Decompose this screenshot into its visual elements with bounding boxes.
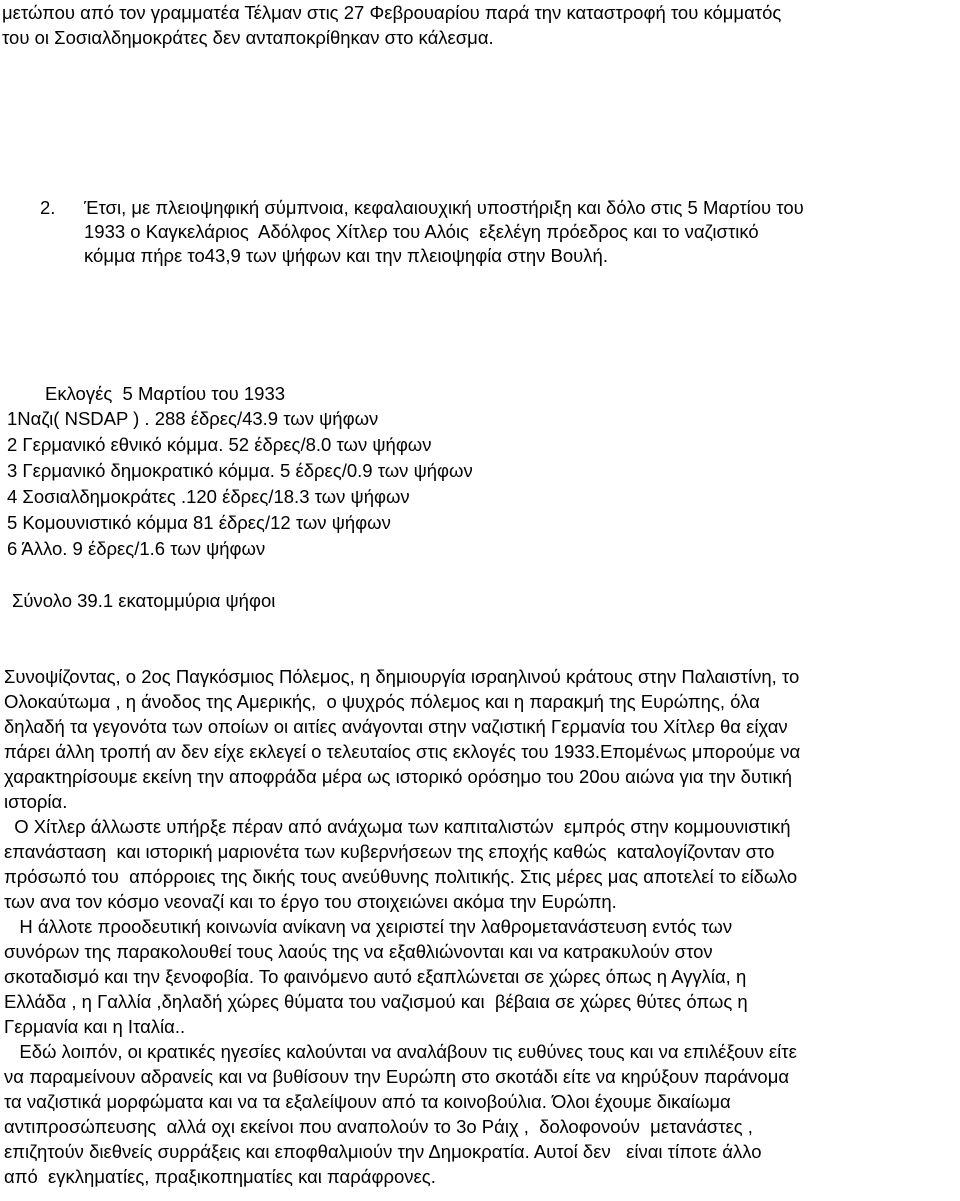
- election-result-row: 1Ναζι( NSDAP ) . 288 έδρες/43.9 των ψήφων: [7, 408, 379, 429]
- conclusion-line: πάρει άλλη τροπή αν δεν είχε εκλεγεί ο τελευταίος στις εκλογές του 1933.Επομένως μπορούμε να: [4, 741, 801, 762]
- conclusion-line: συνόρων της παρακολουθεί τους λαούς της να εξαθλιώνονται και να κατρακυλούν στον: [4, 941, 713, 962]
- conclusion-line: από εγκληματίες, πραξικοπηματίες και παράφρονες.: [4, 1166, 436, 1187]
- election-result-row: 4 Σοσιαλδημοκράτες .120 έδρες/18.3 των ψήφων: [7, 486, 410, 507]
- conclusion-line: Συνοψίζοντας, ο 2ος Παγκόσμιος Πόλεμος, η δημιουργία ισραηλινού κράτους στην Παλαιστίνη, το: [4, 666, 800, 687]
- conclusion-line: δηλαδή τα γεγονότα των οποίων οι αιτίες ανάγονται στην ναζιστική Γερμανία του Χίτλερ θα είχαν: [4, 716, 788, 737]
- conclusion-line: σκοταδισμό και την ξενοφοβία. Το φαινόμενο αυτό εξαπλώνεται σε χώρες όπως η Αγγλία, η: [4, 966, 747, 987]
- point-line: Έτσι, με πλειοψηφική σύμπνοια, κεφαλαιουχική υποστήριξη και δόλο στις 5 Μαρτίου του: [84, 197, 804, 218]
- conclusion-line: Η άλλοτε προοδευτική κοινωνία ανίκανη να χειριστεί την λαθρομετανάστευση εντός των: [4, 916, 733, 937]
- conclusion-line: πρόσωπό του απόρροιες της δικής τους ανεύθυνης πολιτικής. Στις μέρες μας αποτελεί το είδωλο: [4, 866, 798, 887]
- conclusion-line: να παραμείνουν αδρανείς και να βυθίσουν την Ευρώπη στο σκοτάδι είτε να κηρύξουν παράνομα: [4, 1066, 790, 1087]
- election-result-row: 3 Γερμανικό δημοκρατικό κόμμα. 5 έδρες/0.9 των ψήφων: [7, 460, 473, 481]
- point-line: κόμμα πήρε το43,9 των ψήφων και την πλειοψηφία στην Βουλή.: [84, 245, 608, 266]
- point-line: 1933 ο Καγκελάριος Αδόλφος Χίτλερ του Αλόις εξελέγη πρόεδρος και το ναζιστικό: [84, 221, 759, 242]
- election-result-row: 6 Άλλο. 9 έδρες/1.6 των ψήφων: [7, 538, 266, 559]
- conclusion-line: επιζητούν διεθνείς συρράξεις και εποφθαλμιούν την Δημοκρατία. Αυτοί δεν είναι τίποτε άλλο: [4, 1141, 762, 1162]
- election-heading: Εκλογές 5 Μαρτίου του 1933: [45, 383, 286, 404]
- conclusion-line: των ανα τον κόσμο νεοναζί και το έργο του στοιχειώνει ακόμα την Ευρώπη.: [4, 891, 617, 912]
- conclusion-line: Ελλάδα , η Γαλλία ,δηλαδή χώρες θύματα του ναζισμού και βέβαια σε χώρες θύτες όπως η: [4, 991, 748, 1012]
- conclusion-line: ιστορία.: [4, 791, 68, 812]
- conclusion-line: χαρακτηρίσουμε εκείνη την αποφράδα μέρα ως ιστορικό ορόσημο του 20ου αιώνα για την δυτική: [4, 766, 793, 787]
- conclusion-line: Ολοκαύτωμα , η άνοδος της Αμερικής, ο ψυχρός πόλεμος και η παρακμή της Ευρώπης, όλα: [4, 691, 760, 712]
- election-result-row: 5 Κομουνιστικό κόμμα 81 έδρες/12 των ψήφων: [7, 512, 391, 533]
- intro-line: του οι Σοσιαλδημοκράτες δεν ανταποκρίθηκαν στο κάλεσμα.: [2, 27, 494, 48]
- conclusion-line: αντιπροσώπευσης αλλά οχι εκείνοι που αναπολούν το 3ο Ράιχ , δολοφονούν μετανάστες ,: [4, 1116, 753, 1137]
- conclusion-line: Ο Χίτλερ άλλωστε υπήρξε πέραν από ανάχωμα των καπιταλιστών εμπρός στην κομμουνιστική: [4, 816, 791, 837]
- list-number: 2.: [40, 197, 56, 218]
- conclusion-line: τα ναζιστικά μορφώματα και να τα εξαλείψουν από τα κοινοβούλια. Όλοι έχουμε δικαίωμα: [4, 1091, 731, 1112]
- conclusion-line: Γερμανία και η Ιταλία..: [4, 1016, 186, 1037]
- intro-line: μετώπου από τον γραμματέα Τέλμαν στις 27 Φεβρουαρίου παρά την καταστροφή του κόμματός: [2, 2, 782, 23]
- election-result-row: 2 Γερμανικό εθνικό κόμμα. 52 έδρες/8.0 των ψήφων: [7, 434, 432, 455]
- conclusion-line: Εδώ λοιπόν, οι κρατικές ηγεσίες καλούνται να αναλάβουν τις ευθύνες τους και να επιλέξουν είτε: [4, 1041, 797, 1062]
- conclusion-line: επανάσταση και ιστορική μαριονέτα των κυβερνήσεων της εποχής καθώς καταλογίζονταν στο: [4, 841, 775, 862]
- election-total: Σύνολο 39.1 εκατομμύρια ψήφοι: [12, 590, 276, 611]
